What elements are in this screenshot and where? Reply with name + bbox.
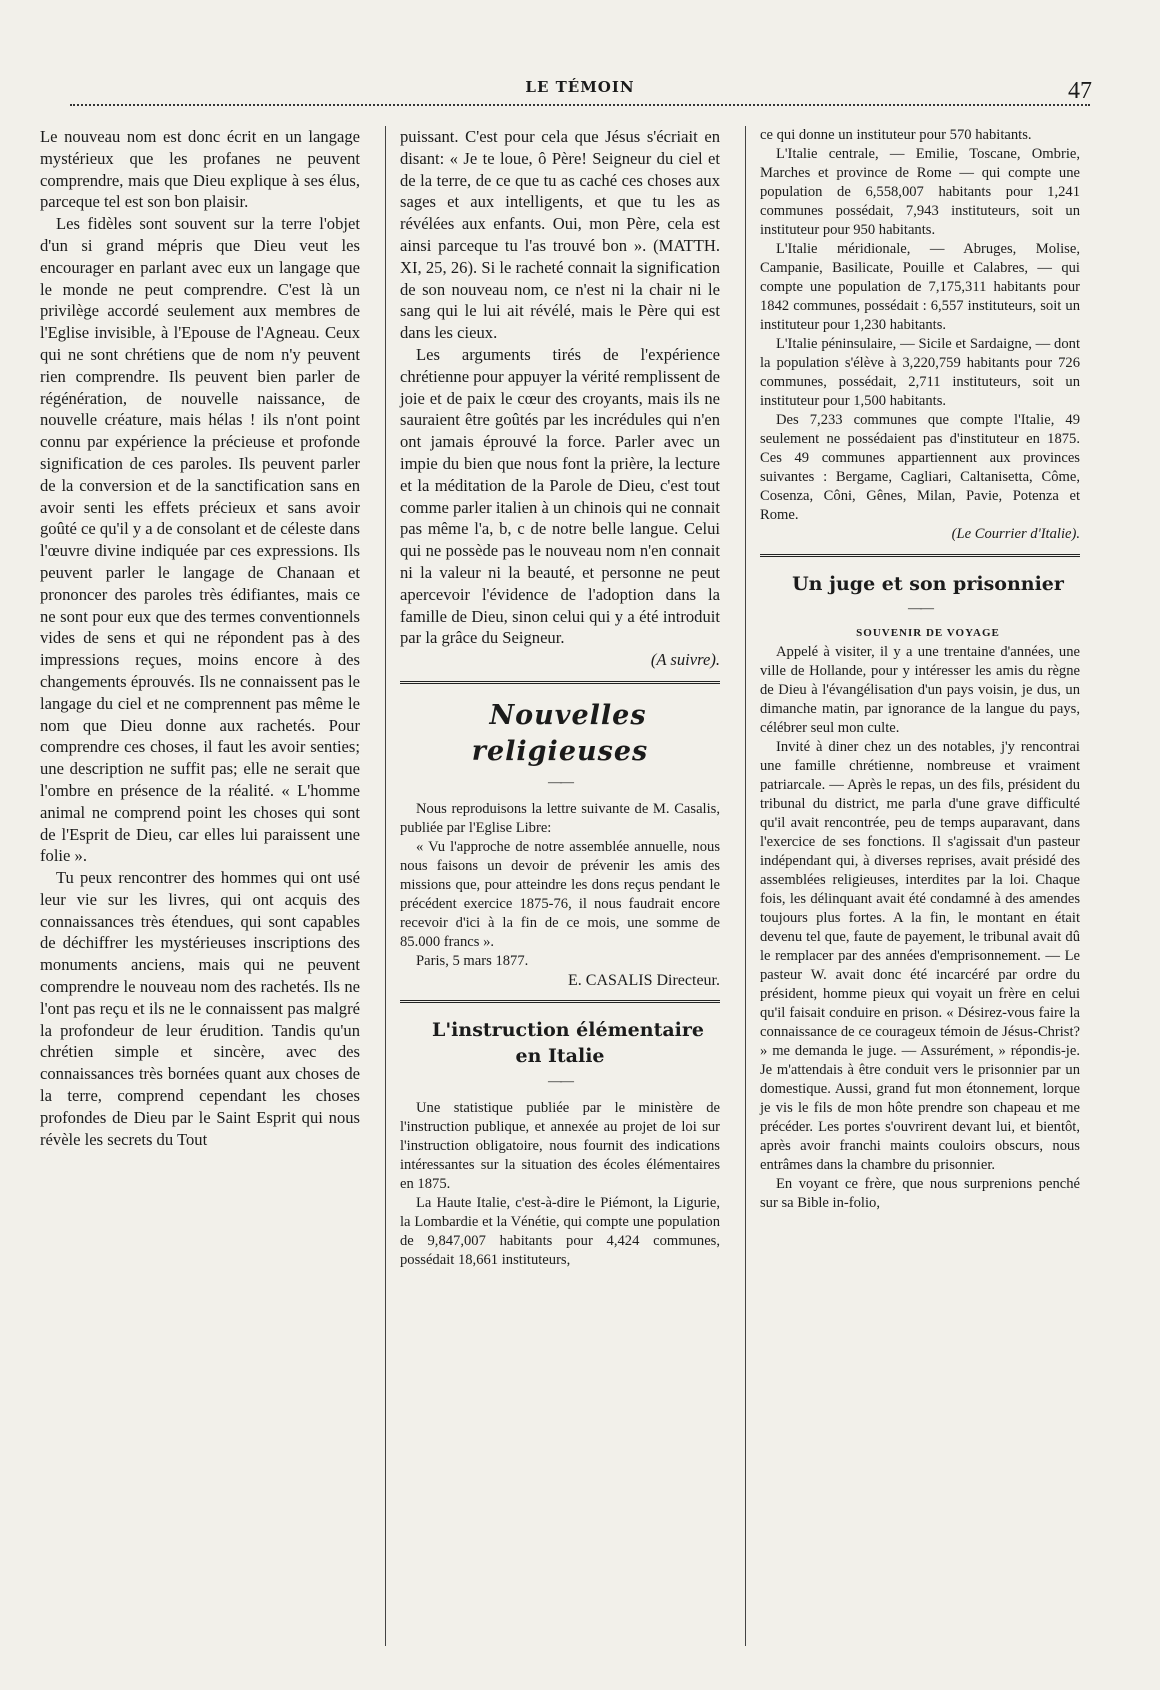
heading-dash: —— [548, 1073, 572, 1089]
section-rule [760, 554, 1080, 557]
paragraph: Une statistique publiée par le ministère de l'instruction publique, et annexée au projet de loi sur l'instruction obligatoire, nous fournit des indications intéressantes sur la situation des écoles élémentaires en 1875. [400, 1099, 720, 1192]
section-rule [400, 681, 720, 684]
paragraph: puissant. C'est pour cela que Jésus s'écriait en disant: « Je te loue, ô Père! Seigneur du ciel et de la terre, de ce que tu as caché ces choses aux sages et aux intelligents, et que tu les as révélées aux enfants. Oui, mon Père, cela est ainsi parceque tu l'as trouvé bon ». (MATTH. XI, 25, 26). Si le racheté connait la signification de son nouveau nom, ce n'est ni la chair ni le sang qui le lui ait révélé, mais le Père qui est dans les cieux. [400, 127, 720, 343]
paragraph: Les fidèles sont souvent sur la terre l'objet d'un si grand mépris que Dieu veut les encourager en parlant avec eux un langage que le monde ne peut comprendre. C'est là un privilège accordé seulement aux membres de l'Eglise invisible, à l'Epouse de l'Agneau. Ceux qui ne sont chrétiens que de nom n'y peuvent rien comprendre. Ils peuvent bien parler de régénération, de nouvelle naissance, de nouvelle créature, mais hélas ! ils n'ont point connu par expérience la précieuse et profonde signification de ces paroles. Ils peuvent parler de la conversion et de la sanctification sans en avoir senti les effets précieux et sans avoir goûté ce qu'il y a de consolant et de céleste dans l'œuvre divine indiquée par ces expressions. Ils peuvent parler le langage de Chanaan et prononcer des paroles très édifiantes, mais ce ne sont pour eux que des termes conventionnels vides de sens et qui ne répondent pas à des impressions reçues, moins encore à des changements éprouvés. Ils ne connaissent pas le langage du ciel et ne comprennent pas même le nom que Dieu donne aux rachetés. Pour comprendre ces choses, il faut les avoir senties; une description ne suffit pas; elle ne serait que l'ombre en présence de la réalité. « L'homme animal ne comprend point les choses qui sont de l'Esprit de Dieu, car elles lui paraissent une folie ». [40, 214, 360, 866]
heading-dash: —— [548, 774, 572, 790]
section-rule [400, 1000, 720, 1003]
paragraph: Le nouveau nom est donc écrit en un langage mystérieux que les profanes ne peuvent comprendre, mais que Dieu explique à ses élus, parceque tel est son bon plaisir. [40, 127, 360, 212]
paragraph: Appelé à visiter, il y a une trentaine d'années, une ville de Hollande, pour y intéresser les amis du règne de Dieu à l'évangélisation d'un pays voisin, je dus, un dimanche matin, par ignorance de la langue du pays, célébrer seul mon culte. [760, 644, 1080, 736]
letter-signature: E. CASALIS Directeur. [568, 971, 720, 989]
running-title: LE TÉMOIN [525, 78, 635, 96]
news-heading: Nouvelles religieuses [471, 699, 649, 767]
column-3 [760, 126, 1080, 1213]
heading-dash: —— [908, 601, 932, 616]
to-be-continued: (A suivre). [650, 650, 720, 670]
paragraph: Tu peux rencontrer des hommes qui ont usé leur vie sur les livres, qui ont acquis des connaissances très étendues, qui sont capables de déchiffrer les mystérieuses inscriptions des monuments anciens, mais qui ne peuvent comprendre le nouveau nom des rachetés. Ils ne l'ont pas reçu et ils ne le connaissent pas malgré la profondeur de leur érudition. Tandis qu'un chrétien simple et sincère, avec des connaissances très bornées quant aux choses de la terre, comprend cependant les choses profondes de Dieu par le Saint Esprit qui nous révèle les secrets du Tout [40, 868, 360, 1149]
paragraph: L'Italie centrale, — Emilie, Toscane, Ombrie, Marches et province de Rome — qui compte une population de 6,558,007 habitants pour 1,241 communes possédait, 7,943 instituteurs, soit un instituteur pour 950 habitants. [760, 146, 1080, 238]
paragraph: La Haute Italie, c'est-à-dire le Piémont, la Ligurie, la Lombardie et la Vénétie, qui compte une population de 9,847,007 habitants pour 4,424 communes, possédait 18,661 instituteurs, [400, 1194, 720, 1268]
column-1 [40, 126, 360, 1150]
judge-heading: Un juge et son prisonnier [792, 573, 1064, 595]
paragraph: Les arguments tirés de l'expérience chrétienne pour appuyer la vérité remplissent de joie et de paix le cœur des croyants, mais ils ne sauraient être goûtés par les incrédules qui n'en ont jamais éprouvé la force. Parler avec un impie du bien que nous font la prière, la lecture et la méditation de la Parole de Dieu, c'est tout comme parler italien à un chinois qui ne connait pas même l'a, b, c de notre belle langue. Celui qui ne possède pas le nouveau nom n'en connait ni la valeur ni la beauté, et personne ne peut apercevoir l'évidence de l'adoption dans la famille de Dieu, sinon celui qui y a été introduit par la grâce du Seigneur. [400, 344, 720, 648]
paragraph: En voyant ce frère, que nous surprenions penché sur sa Bible in-folio, [760, 1176, 1080, 1211]
letter-date: Paris, 5 mars 1877. [416, 952, 529, 969]
column-divider [745, 126, 746, 1646]
italy-heading: L'instruction élémentaire en Italie [432, 1018, 704, 1067]
paragraph: ce qui donne un instituteur pour 570 habitants. [760, 127, 1032, 143]
header-rule [70, 104, 1090, 106]
paragraph: L'Italie méridionale, — Abruges, Molise, Campanie, Basilicate, Pouille et Calabres, — qui compte une population de 7,175,311 habitants pour 1842 communes, possédait : 6,557 instituteurs, soit un instituteur pour 1,230 habitants. [760, 241, 1080, 333]
column-2 [400, 126, 720, 1270]
paragraph: Des 7,233 communes que compte l'Italie, 49 seulement ne possédaient pas d'instituteur en 1875. Ces 49 communes appartiennent aux provinces suivantes : Bergame, Cagliari, Caltanisetta, Côme, Cosenza, Côni, Gênes, Milan, Pavie, Potenza et Rome. [760, 412, 1080, 523]
page-number: 47 [1068, 78, 1092, 104]
paragraph: L'Italie péninsulaire, — Sicile et Sardaigne, — dont la population s'élève à 3,220,759 habitants pour 726 communes, possédait, 2,711 instituteurs, soit un instituteur pour 1,500 habitants. [760, 336, 1080, 409]
paragraph: « Vu l'approche de notre assemblée annuelle, nous nous faisons un devoir de prévenir les amis des missions que, pour atteindre les dons reçus pendant le précédent exercice 1875-76, il nous faudrait encore recevoir d'ici à la fin de ce mois, une somme de 85.000 francs ». [400, 838, 720, 950]
column-divider [385, 126, 386, 1646]
judge-subhead: SOUVENIR DE VOYAGE [856, 627, 1000, 639]
paragraph: Nous reproduisons la lettre suivante de M. Casalis, publiée par l'Eglise Libre: [400, 800, 720, 836]
paragraph: Invité à diner chez un des notables, j'y rencontrai une famille chrétienne, nombreuse et vraiment patriarcale. — Après le repas, un des fils, président du tribunal du district, me parla d'une grave difficulté qu'il avait rencontrée, peu de temps auparavant, dans l'exercice de ses fonctions. Il s'agissait d'un pasteur indépendant qui, à diverses reprises, avait présidé des assemblées religieuses, interdites par la loi. Chaque fois, les délinquant avait été condamné à des amendes toujours plus fortes. A la fin, le montant en était devenu tel que, faute de payement, le tribunal avait dû le remplacer par des années d'emprisonnement. — Le pasteur W. avait donc été incarcéré par ordre du président, homme pieux qui voyait un frère en celui qu'il faisait conduire en prison. « Désirez-vous faire la connaissance de ce courageux témoin de Jésus-Christ? » me demanda le juge. — Assurément, » répondis-je. Je m'attendais à être conduit vers le prisonnier par un domestique. Aussi, grand fut mon étonnement, lorque je vis le fils de mon hôte prendre son chapeau et me précéder. Les portes s'ouvrirent devant lui, et bientôt, après avoir franchi maints couloirs obscurs, nous entrâmes dans la chambre du prisonnier. [760, 739, 1080, 1173]
article-source: (Le Courrier d'Italie). [951, 526, 1080, 542]
